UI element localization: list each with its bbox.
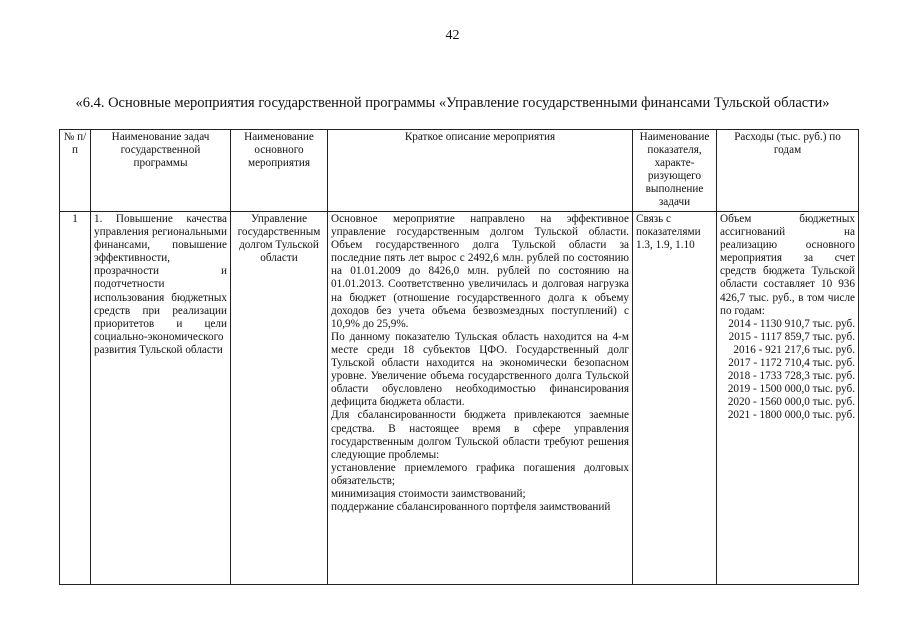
description-paragraph: поддержание сбалансированного портфеля заимствований	[331, 501, 611, 514]
header-description: Краткое описание мероприятия	[328, 130, 633, 212]
description-paragraph: По данному показателю Тульская область находится на 4-м месте среди 18 субъектов ЦФО. Государственный долг Тульской области находится на экономически безопасном уровне. Увеличение объема государственного долга Тульской области обусловлено необходимостью финансирования дефицита бюджета области.	[331, 330, 629, 409]
table-header-row	[60, 130, 859, 212]
expenses-year-line: 2019 - 1500 000,0 тыс. руб.	[727, 383, 855, 396]
header-task-name: Наименование задач государственной программы	[91, 130, 231, 212]
description-paragraph: Для сбалансированности бюджета привлекаются заемные средства. В настоящее время в сфере управления государственным долгом Тульской области требуют решения следующие проблемы:	[331, 409, 629, 461]
page-number: 42	[445, 28, 460, 43]
cell-task: 1. Повышение качества управления региональными финансами, повышение эффективности, прозрачности и подотчетности использования бюджетных средств при реализации приоритетов и цели социально-экономического развития Тульской области	[91, 212, 231, 585]
header-expenses: Расходы (тыс. руб.) по годам	[717, 130, 859, 212]
expenses-year-line: 2018 - 1733 728,3 тыс. руб.	[727, 370, 855, 383]
header-number: № п/п	[60, 130, 91, 212]
cell-indicator: Связь с показателями 1.3, 1.9, 1.10	[633, 212, 717, 585]
section-title: «6.4. Основные мероприятия государственной программы «Управление государственными финансами Тульской области»	[75, 95, 830, 111]
expenses-year-line: 2017 - 1172 710,4 тыс. руб.	[728, 357, 855, 370]
table-row	[60, 212, 859, 585]
expenses-year-line: 2020 - 1560 000,0 тыс. руб.	[727, 396, 855, 409]
header-indicator: Наименование показателя, характе-ризующего выполнение задачи	[633, 130, 717, 212]
header-event-name: Наименование основного мероприятия	[231, 130, 328, 212]
expenses-intro: Объем бюджетных ассигнований на реализацию основного мероприятия за счет средств бюджета Тульской области составляет 10 936 426,7 тыс. руб., в том числе по годам:	[720, 213, 855, 317]
expenses-year-line: 2021 - 1800 000,0 тыс. руб.	[727, 409, 855, 422]
cell-number: 1	[60, 212, 91, 585]
expenses-year-line: 2016 - 921 217,6 тыс. руб.	[733, 343, 855, 356]
description-paragraph: установление приемлемого графика погашения долговых обязательств;	[331, 461, 629, 487]
cell-expenses	[717, 212, 859, 585]
cell-description	[328, 212, 633, 585]
expenses-year-line: 2014 - 1130 910,7 тыс. руб.	[728, 317, 855, 330]
description-paragraph: минимизация стоимости заимствований;	[331, 487, 526, 500]
description-paragraph: Основное мероприятие направлено на эффективное управление государственным долгом Тульской области. Объем государственного долга Тульской области за последние пять лет вырос с 2492,6 млн. рублей по состоянию на 01.01.2009 до 8426,0 млн. рублей по состоянию на 01.01.2013. Соответственно увеличилась и долговая нагрузка на бюджет (отношение государственного долга к объему доходов без учета объема безвозмездных поступлений) с 10,9% до 25,9%.	[331, 213, 629, 330]
cell-event: Управление государственным долгом Тульской области	[231, 212, 328, 585]
program-activities-table	[59, 129, 859, 585]
expenses-year-line: 2015 - 1117 859,7 тыс. руб.	[728, 330, 855, 343]
